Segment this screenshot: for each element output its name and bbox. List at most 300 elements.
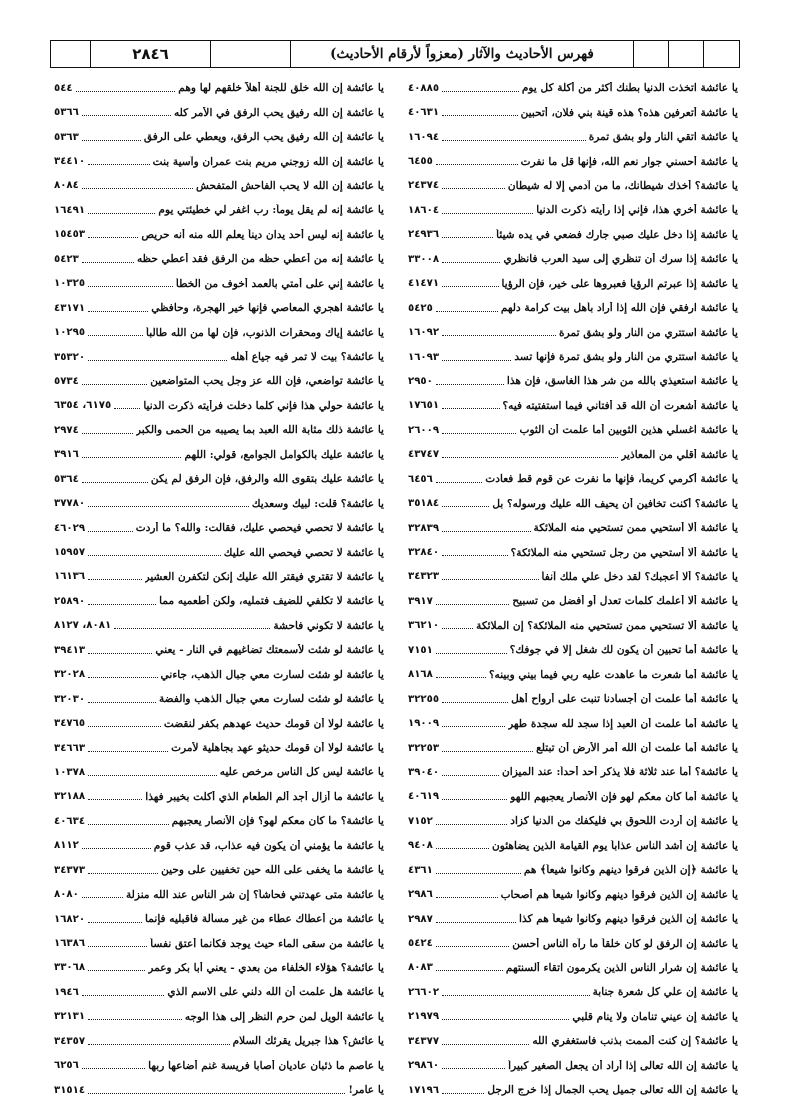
index-entry — [408, 1029, 738, 1053]
entry-text: يا عائشة أما شعرت ما عاهدت عليه ربي فيما بيني وبينه؟ — [488, 668, 738, 681]
index-entry — [408, 760, 738, 784]
index-entry — [54, 736, 384, 760]
entry-text: يا عائشة استعيذي بالله من شر هذا الغاسق، فإن هذا — [506, 375, 738, 388]
entry-number: ٢٦٦٠٢ — [408, 986, 440, 998]
entry-number: ١٦٠٩٤ — [408, 131, 440, 143]
dot-leader — [82, 995, 165, 996]
index-entry — [54, 614, 384, 638]
entry-text: يا عامر! — [348, 1084, 384, 1097]
dot-leader — [442, 1093, 484, 1094]
entry-text: يا عائشة إذا سرك أن تنظري إلى سيد العرب فانظري — [503, 253, 738, 266]
dot-leader — [88, 1093, 345, 1094]
entry-number: ٣٣٠٦٨ — [54, 962, 86, 974]
entry-text: يا عائشة؟ أخذك شيطانك، ما من آدمي إلا له شيطان — [507, 179, 738, 192]
entry-number: ٥٤٢٣ — [54, 253, 79, 265]
dot-leader — [442, 213, 533, 214]
entry-text: يا عائشة لو شئت لسارت معي جبال الذهب والفضة — [159, 693, 384, 706]
entry-text: يا عائشة لا تقتري فيقتر الله عليك إنكن لتكفرن العشير — [144, 570, 384, 583]
dot-leader — [82, 262, 134, 263]
entry-number: ٦٤٥٥ — [408, 156, 433, 168]
entry-number: ٥٣٦٦ — [54, 107, 79, 119]
entry-text: يا عائشة ما يخفى على الله حين تخفيين على وحين — [161, 864, 384, 877]
entry-number: ٣٢٢٥٣ — [408, 742, 440, 754]
entry-text: يا عائشة استتري من النار ولو بشق تمرة — [559, 326, 738, 339]
index-entry — [408, 76, 738, 100]
dot-leader — [82, 433, 133, 434]
dot-leader — [442, 335, 556, 336]
entry-number: ٥٤٢٤ — [408, 938, 433, 950]
entry-number: ٣٢٢٥٥ — [408, 693, 440, 705]
entry-text: يا عائشة إن الله خلق للجنة أهلاً خلقهم لها وهم — [178, 82, 384, 95]
index-entry — [408, 149, 738, 173]
index-entry — [54, 369, 384, 393]
index-entry — [54, 443, 384, 467]
dot-leader — [442, 115, 518, 116]
entry-number: ١٩٠٠٩ — [408, 718, 440, 730]
entry-text: يا عائشة؟ بيت لا تمر فيه جياع أهله — [230, 351, 384, 364]
index-entry — [54, 834, 384, 858]
dot-leader — [436, 384, 504, 385]
index-entry — [408, 980, 738, 1004]
entry-number: ٣٢٨٤٠ — [408, 547, 440, 559]
index-entry — [408, 174, 738, 198]
index-entry — [408, 369, 738, 393]
entry-number: ١٠٢٩٥ — [54, 327, 86, 339]
entry-number: ٨١٦٨ — [408, 669, 433, 681]
dot-leader — [442, 457, 618, 458]
dot-leader — [442, 506, 489, 507]
index-entry — [54, 345, 384, 369]
dot-leader — [82, 848, 151, 849]
dot-leader — [436, 164, 518, 165]
entry-number: ٨٠٨٤ — [54, 180, 79, 192]
dot-leader — [82, 482, 148, 483]
entry-text: يا عائشة ليس كل الناس مرخص عليه — [219, 766, 384, 779]
entry-text: يا عائشة لا تكلفي للضيف فتمليه، ولكن أطعميه مما — [159, 595, 384, 608]
entry-text: يا عائشة ما أزال أجد ألم الطعام الذي أكلت بخيبر فهذا — [145, 790, 384, 803]
entry-text: يا عائشة عليك بالكوامل الجوامع، قولي: اللهم — [184, 448, 384, 461]
entry-text: يا عاصم ما ذئبان عاديان أصابا فريسة غنم أضاعها ربها — [148, 1059, 384, 1072]
entry-text: يا عائشة إنه من أعطي حظه من الرفق فقد أعطي حظه — [136, 253, 384, 266]
entry-number: ٤٣٦١ — [408, 864, 433, 876]
dot-leader — [436, 873, 521, 874]
entry-text: يا عائشة اغسلي هذين الثوبين أما علمت أن الثوب — [519, 424, 738, 437]
index-entry — [408, 907, 738, 931]
entry-text: يا عائشة أشعرت أن الله قد أفتاني فيما استفتيته فيه؟ — [502, 399, 738, 412]
entry-text: يا عائشة إذا عبرتم الرؤيا فعبروها على خير، فإن الرؤيا — [501, 277, 738, 290]
dot-leader — [442, 237, 493, 238]
dot-leader — [82, 188, 193, 189]
index-entry — [54, 858, 384, 882]
entry-number: ٨١١٢ — [54, 840, 79, 852]
entry-number: ٣٤٦٦٣ — [54, 742, 86, 754]
index-entry — [54, 882, 384, 906]
index-entry — [408, 956, 738, 980]
dot-leader — [436, 848, 489, 849]
entry-number: ٨٠٨٣ — [408, 962, 433, 974]
entry-text: يا عائشة أقلي من المعاذير — [621, 448, 738, 461]
dot-leader — [442, 751, 533, 752]
entry-number: ٣٢٠٣٠ — [54, 693, 86, 705]
dot-leader — [436, 824, 507, 825]
dot-leader — [442, 1068, 505, 1069]
entry-number: ١٥٤٥٣ — [54, 229, 86, 241]
dot-leader — [88, 335, 143, 336]
index-entry — [54, 785, 384, 809]
entry-text: يا عائشة ألا أعلمك كلمات تعدل أو أفضل من تسبيح — [512, 595, 738, 608]
entry-text: يا عائشة إنه لم يقل يوماً: رب اغفر لي خطيئتي يوم — [158, 204, 384, 217]
dot-leader — [442, 995, 590, 996]
entry-number: ٥٣٦٤ — [54, 473, 79, 485]
entry-number: ١٥٩٥٧ — [54, 547, 86, 559]
entry-text: يا عائشة إن شرار الناس الذين يكرمون اتقاء ألسنتهم — [505, 961, 738, 974]
entry-text: يا عائشة إني على أمتي بالعمد أخوف من الخطأ — [175, 277, 384, 290]
dot-leader — [88, 1019, 182, 1020]
index-entry — [408, 711, 738, 735]
entry-text: يا عائشة إن الذين فرقوا دينهم وكانوا شيعاً هم كذا — [519, 913, 738, 926]
entry-text: يا عائشة أخري هذا، فإني إذا رأيته ذكرت الدنيا — [536, 204, 738, 217]
entry-number: ٧١٥٢ — [408, 815, 433, 827]
index-entry — [54, 223, 384, 247]
entry-number: ٣٢٨٣٩ — [408, 522, 440, 534]
entry-text: يا عائشة إذا دخل عليك صبي جارك فضعي في يده شيئاً — [496, 228, 738, 241]
dot-leader — [82, 897, 123, 898]
entry-text: يا عائشة؟ ألا أعجبك؟ لقد دخل علي ملك آنفاً — [541, 570, 738, 583]
entry-number: ٢٩٥٠ — [408, 375, 433, 387]
index-entry — [408, 663, 738, 687]
index-entry — [54, 467, 384, 491]
dot-leader — [88, 506, 249, 507]
dot-leader — [82, 457, 182, 458]
dot-leader — [442, 188, 505, 189]
entry-text: يا عائشة أتعرفين هذه؟ هذه قينة بني فلان، أتحبين — [520, 106, 738, 119]
header-cell-blank — [669, 41, 704, 67]
index-entry — [408, 834, 738, 858]
dot-leader — [442, 286, 498, 287]
index-entry — [54, 1005, 384, 1029]
index-entry — [408, 223, 738, 247]
header-cell-blank-right — [704, 41, 739, 67]
index-entry — [408, 491, 738, 515]
entry-number: ١٠٣٢٥ — [54, 278, 86, 290]
index-entry — [408, 320, 738, 344]
dot-leader — [88, 164, 150, 165]
entry-text: يا عائشة إن الله زوجني مريم بنت عمران وآسية بنت — [152, 155, 384, 168]
entry-text: يا عائشة إن الله رفيق يحب الرفق، ويعطي على الرفق — [143, 131, 384, 144]
dot-leader — [114, 628, 270, 629]
right-column — [408, 76, 738, 1102]
dot-leader — [442, 433, 516, 434]
page-title: فهرس الأحاديث والآثار (معزواً لأرقام الأحاديث) — [291, 41, 634, 67]
entry-number: ٣٩٤١٣ — [54, 644, 86, 656]
page-header — [50, 40, 740, 68]
entry-number: ١٦٤٩١ — [54, 204, 86, 216]
dot-leader — [88, 873, 158, 874]
entry-number: ٢٤٣٧٤ — [408, 180, 440, 192]
index-entry — [408, 1078, 738, 1102]
entry-text: يا عائشة ألا أستحيي من رجل تستحيي منه الملائكة؟ — [510, 546, 738, 559]
index-entry — [54, 589, 384, 613]
index-entry — [408, 345, 738, 369]
entry-number: ٥٤٤ — [54, 82, 73, 94]
entry-text: يا عائشة لا تحصي فيحصي الله عليك — [223, 546, 384, 559]
entry-text: يا عائشة؟ قلت: لبيك وسعديك — [251, 497, 384, 510]
page-number: ٢٨٤٦ — [91, 41, 211, 67]
entry-number: ٣٤٤١٠ — [54, 156, 86, 168]
entry-text: يا عائشة إن الرفق لو كان خلقاً ما رآه الناس أحسن — [512, 937, 738, 950]
entry-number: ٣٤٣٧٣ — [54, 864, 86, 876]
entry-text: يا عائش؟ هذا جبريل يقرئك السلام — [232, 1035, 384, 1048]
entry-number: ٢٩٨٧ — [408, 913, 433, 925]
entry-text: يا عائشة لولا أن قومك حديثو عهد بجاهلية لأمرت — [171, 742, 384, 755]
index-entry — [54, 491, 384, 515]
entry-text: يا عائشة إن الذين فرقوا دينهم وكانوا شيعاً هم أصحاب — [500, 888, 738, 901]
entry-text: يا عائشة هل علمت أن الله دلني على الاسم الذي — [167, 986, 384, 999]
dot-leader — [442, 702, 508, 703]
entry-number: ٣٧٧٨٠ — [54, 498, 86, 510]
entry-number: ٣٩١٧ — [408, 595, 433, 607]
entry-number: ٣٩٠٤٠ — [408, 766, 440, 778]
entry-text: يا عائشة لا تكوني فاحشة — [273, 619, 384, 632]
entry-text: يا عائشة لولا أن قومك حديث عهدهم بكفر لنقضت — [163, 717, 384, 730]
entry-text: يا عائشة اهجري المعاصي فإنها خير الهجرة، وحافظي — [151, 302, 384, 315]
dot-leader — [82, 115, 171, 116]
index-entry — [54, 174, 384, 198]
index-entry — [54, 1078, 384, 1102]
index-entry — [54, 320, 384, 344]
entry-text: يا عائشة أحسني جوار نعم الله، فإنها قل ما نفرت — [520, 155, 738, 168]
dot-leader — [442, 1044, 529, 1045]
index-entry — [408, 418, 738, 442]
dot-leader — [442, 1019, 569, 1020]
dot-leader — [88, 555, 221, 556]
dot-leader — [436, 922, 516, 923]
entry-number: ٢٩٧٤ — [54, 424, 79, 436]
entry-text: يا عائشة ألا تستحيي ممن تستحيي منه الملائكة؟ إن الملائكة — [476, 619, 738, 632]
index-entry — [54, 296, 384, 320]
entry-text: يا عائشة ما يؤمني أن يكون فيه عذاب، قد عذب قوم — [153, 839, 384, 852]
entry-text: يا عائشة الويل لمن حرم النظر إلى هذا الوجه — [184, 1010, 384, 1023]
dot-leader — [436, 311, 498, 312]
entry-text: يا عائشة أما علمت أن العبد إذا سجد لله سجدة طهر — [508, 717, 738, 730]
index-entry — [54, 663, 384, 687]
entry-number: ٤٠٨٨٥ — [408, 82, 440, 94]
entry-text: يا عائشة؟ إن كنت ألممت بذنب فاستغفري الله — [532, 1035, 738, 1048]
entry-text: يا عائشة إن الله رفيق يحب الرفق في الأمر كله — [173, 106, 384, 119]
entry-text: يا عائشة اتخذت الدنيا بطنك أكثر من أكلة كل يوم — [521, 82, 738, 95]
entry-number: ١٦٣٨٦ — [54, 938, 86, 950]
index-entry — [408, 882, 738, 906]
index-entry — [54, 394, 384, 418]
entry-text: يا عائشة لو شئت لسارت معي جبال الذهب، جاءني — [160, 668, 384, 681]
entry-number: ١٦٨٢٠ — [54, 913, 86, 925]
entry-text: يا عائشة لو شئت لأسمعتك تضاغيهم في النار - يعني — [155, 644, 384, 657]
dot-leader — [442, 408, 499, 409]
entry-number: ١٠٣٧٨ — [54, 766, 86, 778]
entry-text: يا عائشة من أعطاك عطاء من غير مسألة فاقبليه فإنما — [145, 913, 384, 926]
index-entry — [54, 711, 384, 735]
entry-text: يا عائشة تواضعي، فإن الله عز وجل يحب المتواضعين — [150, 375, 384, 388]
entry-text: يا عائشة أما علمت أن الله أمر الأرض أن تبتلع — [536, 742, 738, 755]
dot-leader — [88, 604, 156, 605]
entry-number: ٢٥٨٩٠ — [54, 595, 86, 607]
index-entry — [54, 907, 384, 931]
index-entry — [54, 198, 384, 222]
index-entry — [408, 272, 738, 296]
index-entry — [54, 980, 384, 1004]
dot-leader — [442, 531, 530, 532]
dot-leader — [82, 140, 141, 141]
dot-leader — [88, 531, 133, 532]
entry-number: ٧١٥١ — [408, 644, 433, 656]
index-entry — [54, 931, 384, 955]
dot-leader — [442, 91, 519, 92]
dot-leader — [114, 408, 140, 409]
entry-text: يا عائشة أما علمت أن أجسادنا تنبت على أرواح أهل — [511, 693, 738, 706]
entry-text: يا عائشة إن أشد الناس عذاباً يوم القيامة الذين يضاهئون — [491, 839, 738, 852]
entry-number: ٥٣٦٣ — [54, 131, 79, 143]
index-entry — [408, 467, 738, 491]
entry-number: ١٦١٣٦ — [54, 571, 86, 583]
entry-text: يا عائشة ارفقي فإن الله إذا أراد بأهل بيت كرامة دلهم — [500, 302, 738, 315]
header-cell-blank — [211, 41, 291, 67]
entry-number: ٢٦٠٠٩ — [408, 424, 440, 436]
dot-leader — [442, 726, 505, 727]
index-entry — [54, 100, 384, 124]
entry-text: يا عائشة إياك ومحقرات الذنوب، فإن لها من الله طالباً — [146, 326, 384, 339]
entry-text: يا عائشة؟ أما عند ثلاثة فلا يذكر أحد أحداً: عند الميزان — [501, 766, 738, 779]
index-entry — [408, 638, 738, 662]
dot-leader — [88, 213, 155, 214]
dot-leader — [82, 1068, 145, 1069]
entry-number: ٢٩٨٦٠ — [408, 1060, 440, 1072]
entry-text: يا عائشة ﴿إن الذين فرقوا دينهم وكانوا شيعاً﴾ هم — [523, 864, 738, 877]
entry-text: يا عائشة عليك بتقوى الله والرفق، فإن الرفق لم يكن — [150, 473, 384, 486]
entry-text: يا عائشة؟ هؤلاء الخلفاء من بعدي - يعني أبا بكر وعمر — [148, 961, 384, 974]
dot-leader — [88, 775, 217, 776]
index-entry — [408, 247, 738, 271]
dot-leader — [436, 946, 509, 947]
dot-leader — [442, 799, 507, 800]
entry-number: ٣٣٠٠٨ — [408, 253, 440, 265]
dot-leader — [436, 653, 507, 654]
index-entry — [54, 956, 384, 980]
index-entry — [408, 540, 738, 564]
header-cell-blank — [634, 41, 669, 67]
dot-leader — [436, 677, 486, 678]
entry-number: ٦١٧٥، ٦٣٥٤ — [54, 400, 112, 412]
entry-text: يا عائشة إن علي كل شعرة جنابة — [592, 986, 738, 999]
entry-text: يا عائشة ذلك مثابة الله العبد بما يصيبه من الحمى والكبر — [135, 424, 384, 437]
index-entry — [408, 198, 738, 222]
entry-number: ٢٩٨٦ — [408, 889, 433, 901]
index-entry — [408, 443, 738, 467]
dot-leader — [82, 384, 147, 385]
index-entry — [54, 540, 384, 564]
entry-text: يا عائشة لا تحصي فيحصي عليك، فقالت: والله؟ ما أردت — [135, 522, 384, 535]
index-entry — [408, 516, 738, 540]
dot-leader — [88, 702, 156, 703]
dot-leader — [88, 311, 148, 312]
entry-text: يا عائشة إنه ليس أحد يدان ديناً يعلم الله منه أنه حريص — [141, 228, 384, 241]
dot-leader — [88, 751, 168, 752]
dot-leader — [442, 628, 473, 629]
index-entry — [408, 100, 738, 124]
entry-number: ٥٧٣٤ — [54, 375, 79, 387]
entry-number: ٤٠٦٣٤ — [54, 815, 86, 827]
entry-text: يا عائشة متى عهدتني فحاشاً؟ إن شر الناس عند الله منزلة — [125, 888, 384, 901]
index-entry — [54, 638, 384, 662]
index-entry — [408, 614, 738, 638]
dot-leader — [88, 286, 173, 287]
entry-text: يا عائشة ألا أستحيي ممن تستحيي منه الملائكة — [533, 522, 738, 535]
entry-text: يا عائشة؟ ما كان معكم لهو؟ فإن الأنصار يعجبهم — [171, 815, 384, 828]
dot-leader — [88, 360, 227, 361]
index-entry — [408, 394, 738, 418]
dot-leader — [442, 579, 538, 580]
entry-text: يا عائشة اتقي النار ولو بشق تمرة — [588, 131, 738, 144]
dot-leader — [436, 897, 498, 898]
entry-number: ٢٤٩٣٦ — [408, 229, 440, 241]
index-entry — [54, 516, 384, 540]
entry-number: ٤٠٦٣١ — [408, 107, 440, 119]
index-entry — [54, 565, 384, 589]
entry-number: ٣٦٢١٠ — [408, 620, 440, 632]
entry-text: يا عائشة حولي هذا فإني كلما دخلت فرأيته ذكرت الدنيا — [143, 399, 384, 412]
entry-text: يا عائشة استتري من النار ولو بشق تمرة فإنها تسد — [514, 351, 738, 364]
entry-number: ٣٢١٨٨ — [54, 791, 86, 803]
dot-leader — [88, 799, 142, 800]
entry-number: ٣٤٣٥٧ — [54, 1035, 86, 1047]
index-entry — [408, 1005, 738, 1029]
entry-number: ٣٤٣٧٧ — [408, 1035, 440, 1047]
dot-leader — [442, 555, 508, 556]
entry-number: ٣٢٠٢٨ — [54, 669, 86, 681]
dot-leader — [442, 360, 511, 361]
entry-number: ٩٤٠٨ — [408, 840, 433, 852]
dot-leader — [436, 970, 503, 971]
dot-leader — [88, 237, 138, 238]
left-column — [54, 76, 384, 1102]
entry-number: ١٧١٩٦ — [408, 1084, 440, 1096]
index-entry — [408, 931, 738, 955]
dot-leader — [88, 579, 141, 580]
entry-number: ٣١٥١٤ — [54, 1084, 86, 1096]
entry-text: يا عائشة إن أردت اللحوق بي فليكفك من الدنيا كزاد — [510, 815, 738, 828]
entry-number: ٤٦٠٢٩ — [54, 522, 86, 534]
index-entry — [54, 149, 384, 173]
entry-number: ٣٢١٣١ — [54, 1011, 86, 1023]
entry-text: يا عائشة أما كان معكم لهو فإن الأنصار يعجبهم اللهو — [510, 790, 738, 803]
index-entry — [408, 687, 738, 711]
dot-leader — [88, 922, 142, 923]
entry-number: ٣٤٧٦٥ — [54, 718, 86, 730]
entry-number: ١٧٦٥١ — [408, 400, 440, 412]
entry-text: يا عائشة أما تحبين أن يكون لك شغل إلا في جوفك؟ — [509, 644, 738, 657]
entry-number: ٦٤٥٦ — [408, 473, 433, 485]
entry-text: يا عائشة إن الله تعالى إذا أراد أن يجعل الصغير كبيراً — [508, 1059, 738, 1072]
dot-leader — [442, 262, 500, 263]
index-entry — [408, 296, 738, 320]
index-entry — [408, 736, 738, 760]
entry-number: ١٨٦٠٤ — [408, 204, 440, 216]
index-entry — [54, 809, 384, 833]
index-entry — [408, 809, 738, 833]
dot-leader — [88, 970, 145, 971]
entry-number: ٣٥١٨٤ — [408, 498, 440, 510]
entry-number: ١٦٠٩٢ — [408, 327, 440, 339]
dot-leader — [442, 775, 499, 776]
